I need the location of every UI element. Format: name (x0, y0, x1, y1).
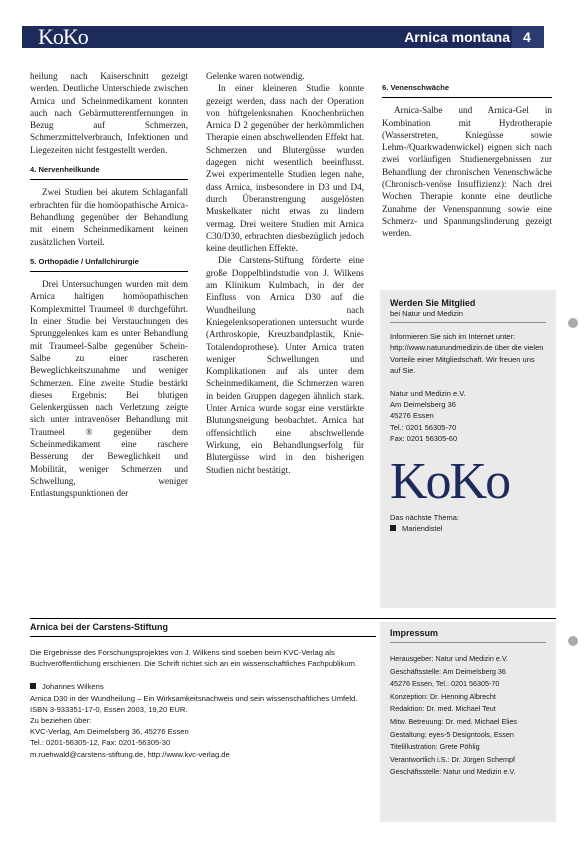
impressum-line: Redaktion: Dr. med. Michael Teut (390, 704, 496, 714)
col1-paragraph-2: Drei Untersuchungen wurden mit dem Arnica haltigen homöopathischen Komplexmittel Traumeel ® durchgeführt. In einer Studie bei Verstauchungen des Sprunggelenkes kam es unter Behandlung mit Traumeel-Salbe gegenüber Schein-Salbe zu einer rascheren Beweglichkeitszunahme und weniger Schmerzen. Eine zweite Studie bestärkt dieses Ergebnis: Bei blutigen Gelenkergüssen nach Verletzung zeigte sich unter intravenöser Behandlung mit Traumeel ® gegenüber dem Scheinmedikament eine raschere Besserung der Beweglichkeit und Mobilität, weniger Schmerzen und Schwellung, weniger Entlastungspunktionen der (30, 279, 188, 499)
heading-orthopaedie: 5. Orthopädie / Unfallchirurgie (30, 256, 188, 272)
order-label: Zu beziehen über: (30, 716, 92, 726)
koko-logo: KoKo (38, 24, 88, 49)
bullet-square-icon (30, 683, 36, 689)
col1-intro: heilung nach Kaiserschnitt gezeigt werden. Deutliche Unterschiede zwischen Arnica und Scheinmedikament konnten auch nach Gebärmutterentfernungen in Bezug auf Schmerzen, Schmerzmittelverbrauch, Infektionen und Liegezeiten nicht festgestellt werden. (30, 71, 188, 155)
membership-subtitle: bei Natur und Medizin (390, 308, 546, 323)
author (30, 681, 376, 692)
impressum-line: 45276 Essen, Tel.: 0201 56305-70 (390, 679, 500, 689)
publisher-web[interactable]: m.ruehwald@carstens-stiftung.de, http://www.kvc-verlag.de (30, 749, 230, 759)
membership-title: Werden Sie Mitglied (390, 298, 476, 308)
column-1 (30, 70, 188, 500)
next-topic-name: Mariendistel (402, 524, 443, 534)
org-fax: Fax: 0201 56305-60 (390, 433, 458, 443)
impressum-lines (390, 653, 546, 779)
column-2 (206, 70, 364, 476)
heading-nervenheilkunde: 4. Nervenheilkunde (30, 164, 188, 180)
impressum-line: Herausgeber: Natur und Medizin e.V. (390, 654, 508, 663)
carstens-box (30, 622, 376, 760)
next-topic-label: Das nächste Thema: (390, 513, 460, 523)
impressum-title: Impressum (390, 628, 546, 643)
col2-paragraph-3: Die Carstens-Stiftung förderte eine große Doppelblindstudie von J. Wilkens am Klinikum Kulmbach, in der der Einfluss von Arnica D30 auf die Wundheilung nach Kniegelenksoperationen untersucht wurde (Arthroskopie, Kreuzbandplastik, Knie-Totalendoprothese). Unter Arnica traten weniger Schwellungen und Komplikationen auf als unter dem Scheinmedikament, die Schmerzen waren in beiden Gruppen dagegen ähnlich stark. Unter Arnica wurde sogar eine verstärkte Blutungsneigung beobachtet. Arnica hat offensichtlich eine abschwellende Wirkung, ein Behandlungserfolg für Blutergüsse wird in den bisherigen Studien nicht bestätigt. (206, 255, 364, 475)
col3-paragraph-1: Arnica-Salbe und Arnica-Gel in Kombination mit Hydrotherapie (Wasserstreten, Kniegüsse sowie Lehm-/Quarkwadenwickel) eignen sich nach zwei vorläufigen Studienergebnissen zur Behandlung der chronischen Venenschwäche (Chronisch-venöse Insuffizienz): Nach drei Wochen Therapie konnte eine deutliche Zunahme der Venenspannung sowie eine Schmerz- und Spannungslinderung gezeigt werden. (382, 105, 552, 239)
impressum-line: Verantwortlich i.S.: Dr. Jürgen Schempf (390, 754, 516, 764)
section-title: Arnica montana (404, 29, 510, 45)
bullet-square-icon (390, 525, 396, 531)
publisher-contact: Tel.: 0201-56305-12, Fax: 0201-56305-30 (30, 738, 171, 748)
koko-big-logo: KoKo (390, 453, 510, 511)
divider (30, 618, 556, 619)
author-name: Johannes Wilkens (42, 682, 104, 692)
binding-hole (568, 636, 578, 646)
col2-paragraph-1: Gelenke waren notwendig. (206, 71, 305, 81)
impressum-line: Geschäftsstelle: Am Deimelsberg 36 (390, 666, 506, 676)
page-number: 4 (523, 29, 531, 45)
col2-paragraph-2: In einer kleineren Studie konnte gezeigt werden, dass nach der Operation von hüftgelenksnahen Knochenbrüchen Arnica D 2 gegenüber der herkömmlichen Therapie einen abschwellenden Effekt hat. Schmerzen und Blutergüsse wurden dagegen nicht wesentlich beeinflusst. Zwei experimentelle Studien legen nahe, dass Arnica, insbesondere in D3 und D4, durch Überanstrengung ausgelösten Muskelkater nicht etwas zu lindern vermag. Drei weitere Studien mit Arnica C30/D30, erbrachten diesbezüglich jedoch keine deutlichen Effekte. (206, 83, 364, 254)
impressum-line: Konzeption: Dr. Henning Albrecht (390, 691, 496, 701)
impressum-line: Mitw. Betreuung: Dr. med. Michael Elies (390, 716, 518, 726)
next-topic (390, 523, 546, 534)
membership-text: Informieren Sie sich im Internet unter: http://www.naturundmedizin.de über die vielen Vorteile einer Mitgliedschaft. Wir freuen uns auf Sie. (390, 332, 544, 375)
col1-paragraph-1: Zwei Studien bei akutem Schlaganfall erbrachten für die homöopathische Arnica-Behandlung gegenüber der Behandlung mit einem Scheinmedikament keinen zusätzlichen Vorteil. (30, 187, 188, 247)
carstens-intro: Die Ergebnisse des Forschungsprojektes von J. Wilkens sind soeben beim KVC-Verlag als Buchveröffentlichung erschienen. Die Schrift richtet sich an ein wissenschaftliches Fachpublikum. (30, 648, 357, 669)
column-3 (382, 70, 552, 240)
publisher: KVC-Verlag, Am Deimelsberg 36, 45276 Essen (30, 727, 189, 737)
impressum-line: Geschäftsstelle: Natur und Medizin e.V. (390, 767, 516, 777)
org-street: Am Deimelsberg 36 (390, 400, 456, 410)
org-tel: Tel.: 0201 56305-70 (390, 422, 457, 432)
book-info: Arnica D30 in der Wundheilung – Ein Wirksamkeitsnachweis und sein wissenschaftliches Umfeld. ISBN 3-933351-17-0, Essen 2003, 19,20 EUR. (30, 693, 358, 714)
impressum-box (380, 622, 556, 822)
impressum-line: Titelillustration: Grete Pöhlig (390, 742, 480, 752)
impressum-line: Gestaltung: eyes-5 Designtools, Essen (390, 729, 514, 739)
heading-venenschwaeche: 6. Venenschwäche (382, 82, 552, 98)
binding-hole (568, 318, 578, 328)
org-name: Natur und Medizin e.V. (390, 389, 466, 399)
org-city: 45276 Essen (390, 411, 434, 421)
carstens-title: Arnica bei der Carstens-Stiftung (30, 622, 376, 637)
membership-box (380, 290, 556, 608)
